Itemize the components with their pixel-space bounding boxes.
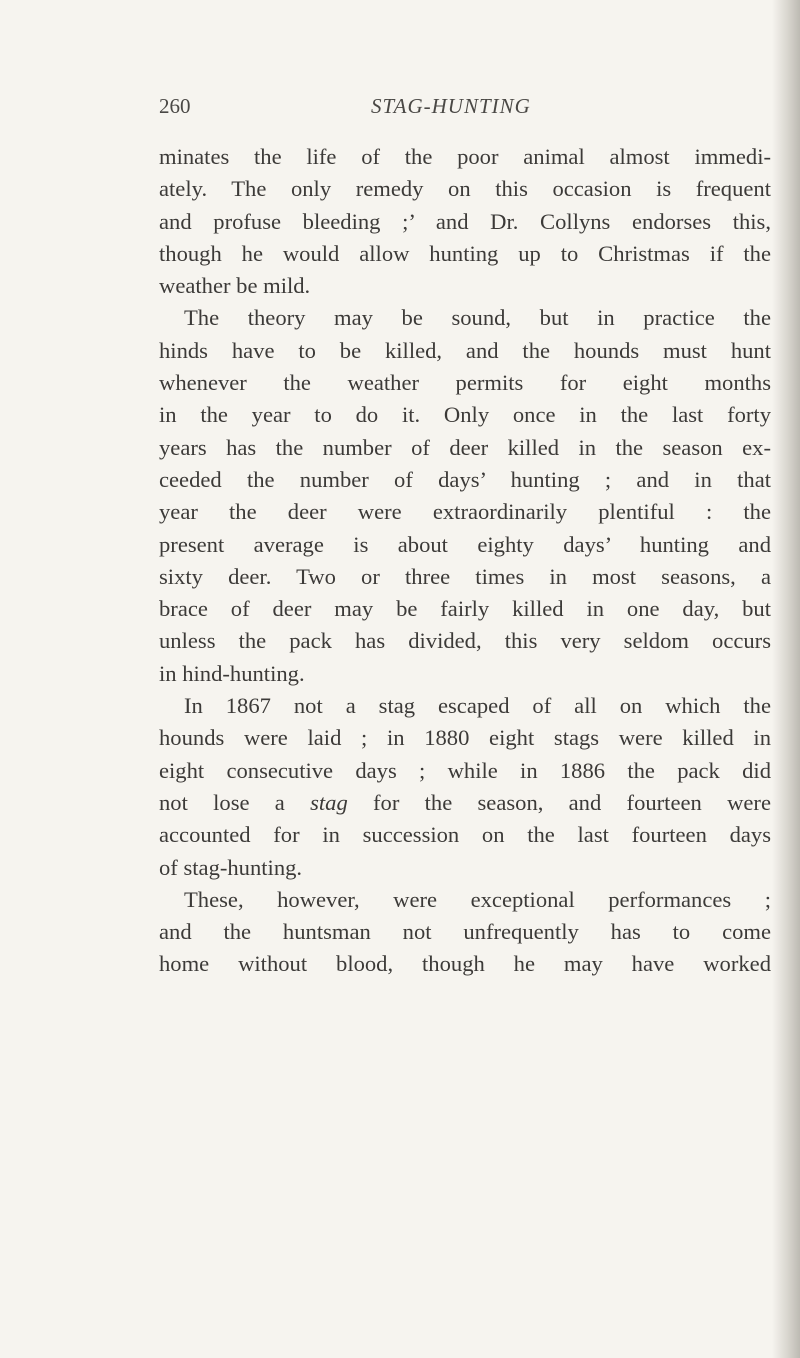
text-line: The theory may be sound, but in practice the [184, 305, 771, 331]
text-line: unless the pack has divided, this very seldom occurs [159, 628, 771, 654]
text-line [159, 787, 771, 819]
text-line: home without blood, though he may have worked [159, 951, 771, 977]
text-line: years has the number of deer killed in the season ex- [159, 434, 771, 460]
text-line: weather be mild. [159, 273, 311, 299]
page-header [159, 94, 699, 122]
text-line: sixty deer. Two or three times in most seasons, a [159, 563, 771, 589]
text-line: and the huntsman not unfrequently has to come [159, 919, 771, 945]
text-line: brace of deer may be fairly killed in one day, but [159, 596, 771, 622]
text-line: year the deer were extraordinarily plentiful : the [159, 499, 771, 525]
text-line: accounted for in succession on the last fourteen days [159, 822, 771, 848]
text-line: minates the life of the poor animal almost immedi- [159, 144, 771, 169]
page-edge-shadow [772, 0, 800, 1358]
text-line: eight consecutive days ; while in 1886 the pack did [159, 757, 771, 783]
text-line: ceeded the number of days’ hunting ; and in that [159, 466, 771, 492]
body-text [159, 141, 771, 981]
running-head: STAG-HUNTING [371, 94, 531, 118]
text-line: hounds were laid ; in 1880 eight stags were killed in [159, 725, 771, 751]
italic-word: stag [310, 789, 348, 815]
text-line: of stag-hunting. [159, 854, 303, 880]
text-line: in the year to do it. Only once in the last forty [159, 402, 771, 428]
text-line: hinds have to be killed, and the hounds must hunt [159, 337, 771, 363]
text-line: whenever the weather permits for eight months [159, 370, 771, 396]
text-line: in hind-hunting. [159, 660, 305, 686]
page-number: 260 [159, 94, 191, 118]
text-line: and profuse bleeding ;’ and Dr. Collyns endorses this, [159, 208, 771, 234]
text-segment: for the season, and fourteen were [373, 789, 771, 815]
text-segment: not lose a [159, 789, 285, 815]
text-line: present average is about eighty days’ hunting and [159, 531, 771, 557]
text-line: ately. The only remedy on this occasion is frequent [159, 176, 771, 202]
text-line: though he would allow hunting up to Christmas if the [159, 240, 771, 266]
text-line: In 1867 not a stag escaped of all on which the [184, 693, 771, 719]
text-line: These, however, were exceptional performances ; [184, 886, 771, 912]
